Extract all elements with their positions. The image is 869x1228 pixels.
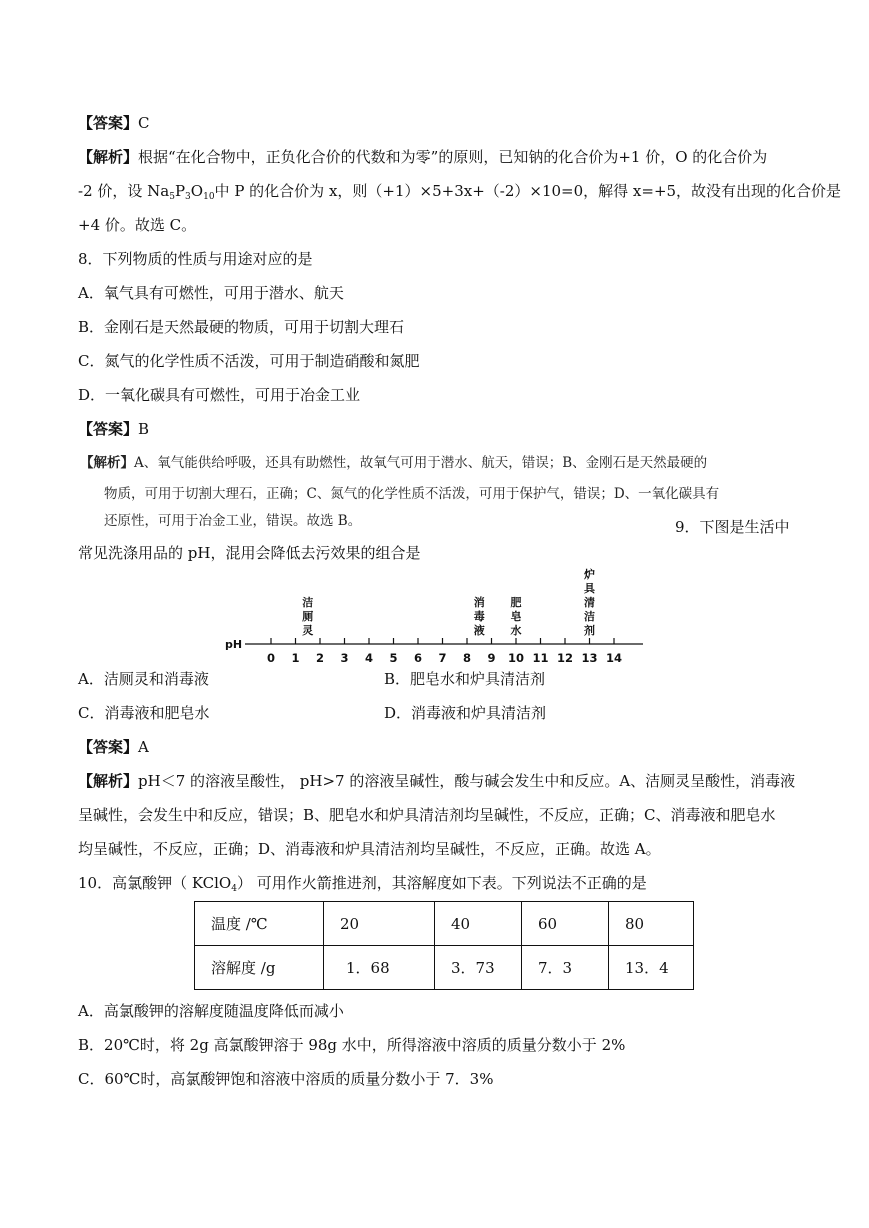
q7-analysis-line-2 (78, 181, 841, 207)
ph-product-label (301, 595, 313, 637)
table-cell: 60 (522, 902, 609, 946)
ph-product-char: 液 (473, 624, 485, 637)
q9-option-a: A．洁厕灵和消毒液 (78, 670, 209, 688)
solubility-table (194, 901, 694, 990)
q10-stem (78, 873, 647, 899)
ph-tick-label: 6 (413, 651, 423, 665)
ph-tick-label: 0 (266, 651, 276, 665)
ph-tick-label: 4 (364, 651, 374, 665)
ph-product-char: 毒 (473, 610, 485, 623)
analysis-text: 中 P 的化合价为 x，则（+1）×5+3x+（-2）×10=0，解得 x=+5，故没有出现的化合价是 (214, 182, 842, 200)
analysis-text: A、氧气能供给呼吸，还具有助燃性，故氧气可用于潜水、航天，错误；B、金刚石是天然最硬的 (134, 455, 708, 471)
answer-label: 【答案】 (78, 420, 139, 438)
q7-answer (78, 113, 150, 133)
analysis-text: -2 价，设 Na (78, 182, 170, 200)
q9-analysis-line-2: 呈碱性，会发生中和反应，错误；B、肥皂水和炉具清洁剂均呈碱性，不反应，正确；C、消毒液和肥皂水 (78, 806, 776, 824)
q8-stem: 8．下列物质的性质与用途对应的是 (78, 250, 313, 268)
ph-tick-label: 3 (340, 651, 349, 665)
q7-analysis-line-1 (78, 147, 767, 167)
table-row (195, 902, 694, 946)
q9-analysis-line-3: 均呈碱性，不反应，正确；D、消毒液和炉具清洁剂均呈碱性，不反应，正确。故选 A。 (78, 840, 661, 858)
q8-answer (78, 419, 149, 439)
formula-element: O (190, 182, 204, 200)
ph-product-char: 剂 (584, 624, 595, 637)
stem-text: 10．高氯酸钾（ KClO (78, 874, 232, 892)
ph-product-char: 水 (510, 624, 522, 637)
ph-tick-label: 1 (291, 651, 300, 665)
subscript: 3 (185, 192, 191, 202)
ph-tick-label: 13 (581, 651, 598, 665)
ph-tick-label: 12 (556, 651, 574, 665)
ph-product-char: 皂 (510, 610, 522, 623)
q8-analysis-line-3: 还原性，可用于冶金工业，错误。故选 B。 (104, 513, 362, 529)
subscript: 5 (169, 192, 175, 202)
q8-analysis-line-1 (80, 453, 707, 473)
ph-product-char: 灵 (302, 624, 314, 637)
ph-tick-label: 14 (605, 651, 623, 665)
q9-answer (78, 737, 149, 757)
q9-stem-part-1: 9．下图是生活中 (675, 518, 790, 536)
stem-text: ） 可用作火箭推进剂，其溶解度如下表。下列说法不正确的是 (236, 874, 647, 892)
analysis-text: pH＜7 的溶液呈酸性， pH>7 的溶液呈碱性，酸与碱会发生中和反应。A、洁厕灵呈酸性，消毒液 (138, 772, 796, 790)
q10-option-b: B．20℃时，将 2g 高氯酸钾溶于 98g 水中，所得溶液中溶质的质量分数小于 2% (78, 1036, 626, 1054)
q8-analysis-line-2: 物质，可用于切割大理石，正确；C、氮气的化学性质不活泼，可用于保护气，错误；D、一氧化碳具有 (104, 486, 720, 502)
answer-label: 【答案】 (78, 114, 139, 132)
q9-option-c: C．消毒液和肥皂水 (78, 704, 210, 722)
answer-value: C (138, 114, 150, 132)
ph-tick-label: 2 (315, 651, 325, 665)
ph-tick-label: 11 (532, 651, 549, 665)
q8-option-d: D．一氧化碳具有可燃性，可用于冶金工业 (78, 386, 361, 404)
table-cell: 7．3 (522, 946, 609, 990)
ph-product-char: 具 (584, 582, 595, 595)
analysis-text: 根据“在化合物中，正负化合价的代数和为零”的原则，已知钠的化合价为+1 价，O 的化合价为 (138, 148, 768, 166)
analysis-label: 【解析】 (80, 455, 134, 471)
ph-tick-label: 8 (462, 651, 472, 665)
ph-tick-label: 7 (438, 651, 447, 665)
q8-option-a: A．氧气具有可燃性，可用于潜水、航天 (78, 284, 344, 302)
q7-analysis-line-3: +4 价。故选 C。 (78, 216, 197, 234)
q8-option-b: B．金刚石是天然最硬的物质，可用于切割大理石 (78, 318, 405, 336)
table-cell: 溶解度 /g (195, 946, 324, 990)
table-cell: 20 (324, 902, 435, 946)
formula-element: P (174, 182, 186, 200)
answer-value: A (138, 738, 149, 756)
table-cell: 80 (609, 902, 694, 946)
ph-product-char: 清 (584, 596, 595, 609)
ph-product-char: 消 (473, 596, 485, 609)
q9-option-b: B．肥皂水和炉具清洁剂 (384, 670, 546, 688)
q8-option-c: C．氮气的化学性质不活泼，可用于制造硝酸和氮肥 (78, 352, 420, 370)
ph-ticks (267, 638, 622, 665)
table-cell: 温度 /℃ (195, 902, 324, 946)
q10-option-c: C．60℃时，高氯酸钾饱和溶液中溶质的质量分数小于 7．3% (78, 1070, 494, 1088)
ph-product-char: 洁 (302, 596, 314, 609)
q9-option-d: D．消毒液和炉具清洁剂 (384, 704, 547, 722)
ph-tick-label: 5 (389, 651, 398, 665)
ph-product-label (583, 568, 596, 637)
ph-product-label (511, 595, 522, 637)
subscript: 4 (231, 884, 237, 894)
ph-product-char: 肥 (510, 596, 522, 609)
analysis-label: 【解析】 (78, 148, 139, 166)
q9-analysis-line-1 (78, 771, 795, 791)
ph-scale-figure (225, 568, 655, 668)
ph-products (301, 568, 596, 637)
ph-product-char: 炉 (584, 568, 595, 581)
table-cell: 13．4 (609, 946, 694, 990)
table-cell: 3．73 (435, 946, 522, 990)
ph-tick-label: 10 (507, 651, 525, 665)
table-cell: 40 (435, 902, 522, 946)
subscript: 10 (203, 192, 215, 202)
ph-tick-label: 9 (487, 651, 496, 665)
ph-product-char: 洁 (584, 610, 595, 623)
ph-product-char: 厕 (302, 610, 314, 623)
table-cell: 1．68 (324, 946, 435, 990)
q10-option-a: A．高氯酸钾的溶解度随温度降低而减小 (78, 1002, 344, 1020)
ph-axis-label: pH (225, 638, 243, 651)
answer-label: 【答案】 (78, 738, 139, 756)
answer-value: B (138, 420, 150, 438)
q9-stem-part-2: 常见洗涤用品的 pH，混用会降低去污效果的组合是 (78, 544, 421, 562)
table-row (195, 946, 694, 990)
ph-product-label (474, 595, 485, 637)
analysis-label: 【解析】 (78, 772, 139, 790)
